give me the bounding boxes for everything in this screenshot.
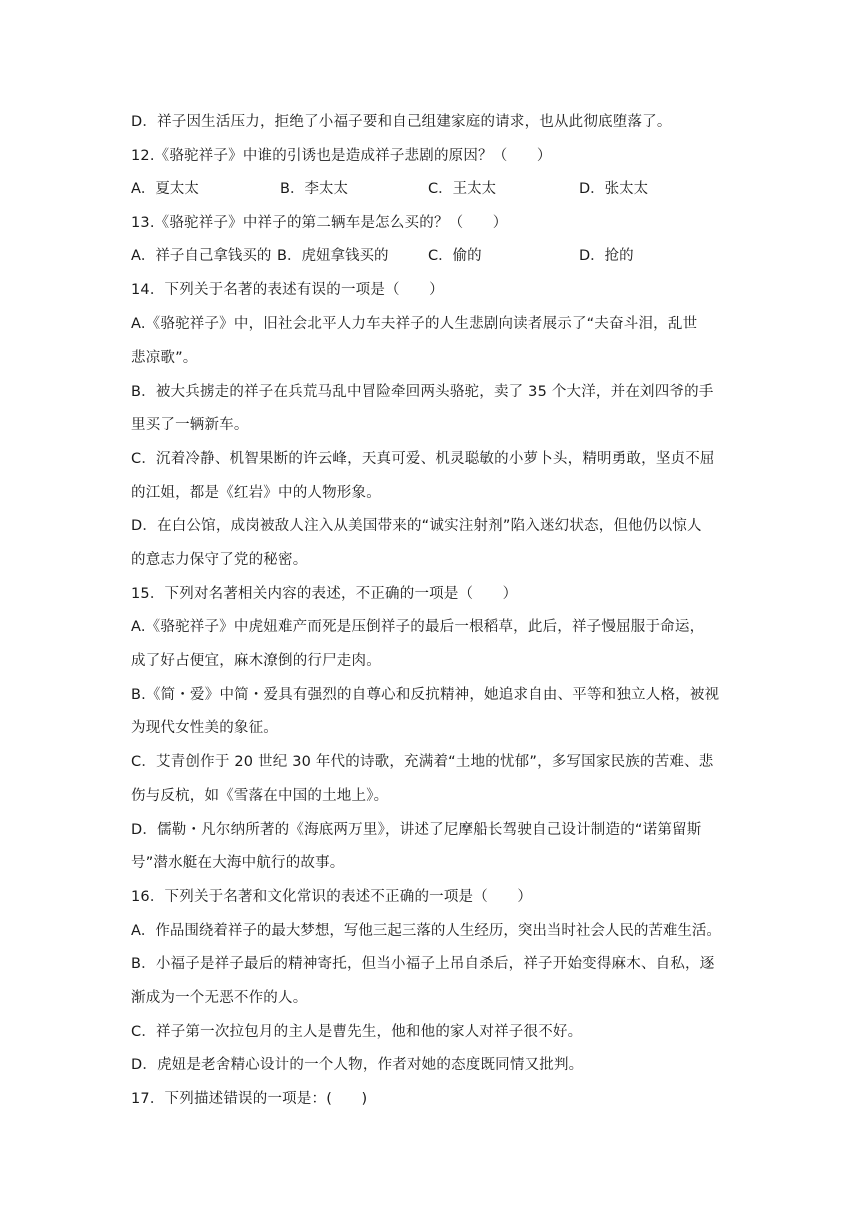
q13-stem: 13.《骆驼祥子》中祥子的第二辆车是怎么买的？（ ）	[131, 215, 508, 231]
q13-option-b: B．虎妞拿钱买的	[277, 248, 389, 264]
q12-stem: 12.《骆驼祥子》中谁的引诱也是造成祥子悲剧的原因？（ ）	[131, 148, 552, 164]
q16-option-b-line1: B．小福子是祥子最后的精神寄托，但当小福子上吊自杀后，祥子开始变得麻木、自私，逐	[131, 956, 715, 972]
q12-options	[131, 179, 741, 199]
q14-option-a-line1: A.《骆驼祥子》中，旧社会北平人力车夫祥子的人生悲剧向读者展示了“夫奋斗泪，乱世	[131, 316, 698, 332]
q14-stem: 14．下列关于名著的表述有误的一项是（ ）	[131, 282, 444, 298]
q13-option-c: C．偷的	[428, 248, 482, 264]
q15-stem: 15．下列对名著相关内容的表述，不正确的一项是（ ）	[131, 586, 518, 602]
q15-option-b-line2: 为现代女性美的象征。	[131, 720, 278, 736]
q14-option-d-line1: D．在白公馆，成岗被敌人注入从美国带来的“诚实注射剂”陷入迷幻状态，但他仍以惊人	[131, 518, 702, 534]
q12-option-a: A．夏太太	[131, 181, 199, 197]
q14-option-c-line2: 的江姐，都是《红岩》中的人物形象。	[131, 485, 381, 501]
q13-option-a: A．祥子自己拿钱买的	[131, 248, 272, 264]
q15-option-b-line1: B.《简・爱》中简・爱具有强烈的自尊心和反抗精神，她追求自由、平等和独立人格，被视	[131, 687, 720, 703]
q14-option-c-line1: C．沉着冷静、机智果断的许云峰，天真可爱、机灵聪敏的小萝卜头，精明勇敢，坚贞不屈	[131, 451, 715, 467]
q15-option-d-line1: D．儒勒・凡尔纳所著的《海底两万里》，讲述了尼摩船长驾驶自己设计制造的“诺第留斯	[131, 822, 702, 838]
q15-option-c-line1: C．艾青创作于 20 世纪 30 年代的诗歌，充满着“土地的忧郁”，多写国家民族的苦难、悲	[131, 754, 714, 770]
q13-option-d: D．抢的	[579, 248, 634, 264]
q14-option-a-line2: 悲凉歌”。	[131, 350, 198, 366]
q12-option-d: D．张太太	[579, 181, 649, 197]
q16-option-d: D．虎妞是老舍精心设计的一个人物，作者对她的态度既同情又批判。	[131, 1057, 584, 1073]
q16-stem: 16．下列关于名著和文化常识的表述不正确的一项是（ ）	[131, 889, 533, 905]
q14-option-d-line2: 的意志力保守了党的秘密。	[131, 552, 308, 568]
q17-stem: 17．下列描述错误的一项是：( )	[131, 1091, 368, 1107]
q14-option-b-line2: 里买了一辆新车。	[131, 417, 249, 433]
q15-option-a-line1: A.《骆驼祥子》中虎妞难产而死是压倒祥子的最后一根稻草，此后，祥子慢屈服于命运，	[131, 619, 705, 635]
q15-option-c-line2: 伤与反杭，如《雪落在中国的土地上》。	[131, 788, 389, 804]
q11-option-d: D．祥子因生活压力，拒绝了小福子要和自己组建家庭的请求，也从此彻底堕落了。	[131, 114, 672, 130]
q14-option-b-line1: B．被大兵掳走的祥子在兵荒马乱中冒险牵回两头骆驼，卖了 35 个大洋，并在刘四爷的手	[131, 384, 714, 400]
q16-option-c: C．祥子第一次拉包月的主人是曹先生，他和他的家人对祥子很不好。	[131, 1024, 583, 1040]
q13-options	[131, 246, 741, 266]
q12-option-b: B．李太太	[280, 181, 348, 197]
q12-option-c: C．王太太	[428, 181, 497, 197]
q15-option-a-line2: 成了好占便宜，麻木潦倒的行尸走肉。	[131, 653, 381, 669]
q15-option-d-line2: 号”潜水艇在大海中航行的故事。	[131, 855, 345, 871]
q16-option-a: A．作品围绕着祥子的最大梦想，写他三起三落的人生经历，突出当时社会人民的苦难生活。	[131, 923, 721, 939]
q16-option-b-line2: 渐成为一个无恶不作的人。	[131, 990, 308, 1006]
